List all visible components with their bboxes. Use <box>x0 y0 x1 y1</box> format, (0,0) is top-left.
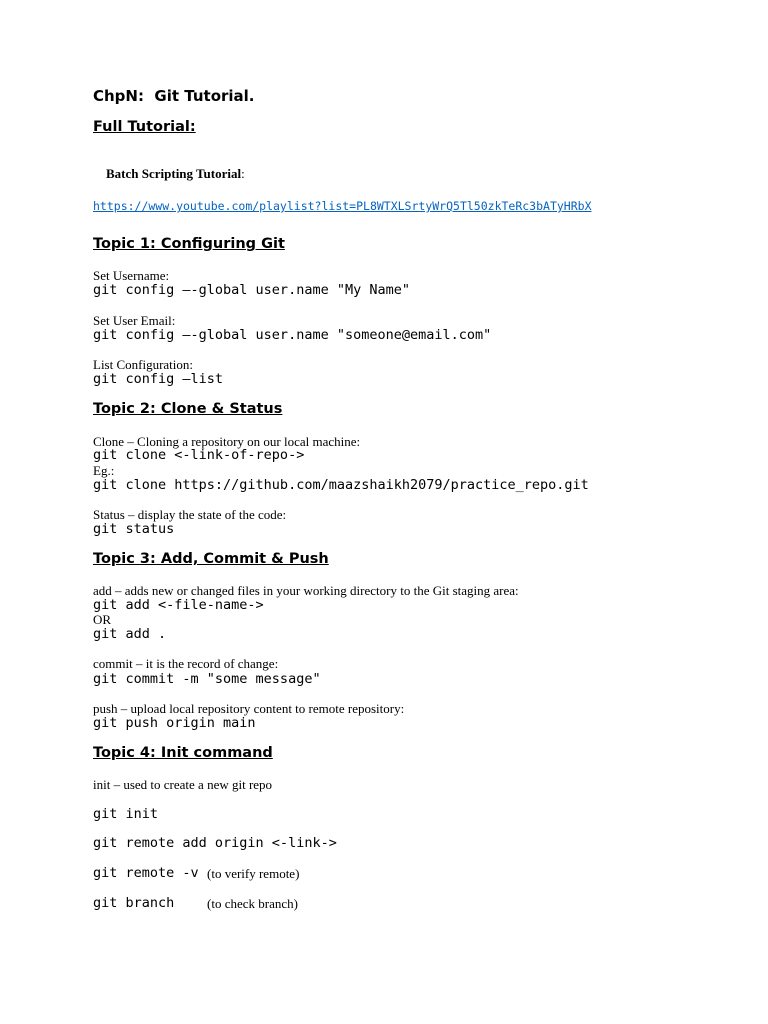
topic4-heading: Topic 4: Init command <box>93 745 273 761</box>
playlist-link[interactable]: https://www.youtube.com/playlist?list=PL8WTXLSrtyWrQ5Tl50zkTeRc3bATyHRbX <box>93 199 592 213</box>
add-all-command: git add . <box>93 626 167 642</box>
set-email-label: Set User Email: <box>93 313 176 328</box>
example-label: Eg.: <box>93 463 115 478</box>
full-tutorial-heading: Full Tutorial: <box>93 119 196 135</box>
set-username-command: git config —-global user.name "My Name" <box>93 282 410 298</box>
document-title: ChpN: Git Tutorial. <box>93 87 255 105</box>
commit-label: commit – it is the record of change: <box>93 656 279 671</box>
remote-verify-command: git remote -v <box>93 865 199 881</box>
list-config-command: git config —list <box>93 371 224 387</box>
clone-example-command: git clone https://github.com/maazshaikh2079/practice_repo.git <box>93 477 589 493</box>
branch-note: (to check branch) <box>207 896 298 911</box>
status-command: git status <box>93 521 175 537</box>
push-label: push – upload local repository content to remote repository: <box>93 701 405 716</box>
remote-verify-note: (to verify remote) <box>207 866 300 881</box>
status-label: Status – display the state of the code: <box>93 507 287 522</box>
batch-tutorial-line <box>93 150 245 198</box>
push-command: git push origin main <box>93 715 256 731</box>
or-label: OR <box>93 612 112 627</box>
list-config-label: List Configuration: <box>93 357 194 372</box>
topic1-heading: Topic 1: Configuring Git <box>93 236 285 252</box>
batch-tutorial-label: Batch Scripting Tutorial <box>106 166 242 181</box>
set-username-label: Set Username: <box>93 268 170 283</box>
add-command: git add <-file-name-> <box>93 597 264 613</box>
remote-add-command: git remote add origin <-link-> <box>93 835 337 851</box>
batch-tutorial-colon: : <box>241 166 245 181</box>
set-email-command: git config —-global user.name "someone@email.com" <box>93 327 492 343</box>
init-label: init – used to create a new git repo <box>93 777 273 792</box>
commit-command: git commit -m "some message" <box>93 671 321 687</box>
topic2-heading: Topic 2: Clone & Status <box>93 401 283 417</box>
clone-command: git clone <-link-of-repo-> <box>93 447 305 463</box>
add-label: add – adds new or changed files in your working directory to the Git staging area: <box>93 583 519 598</box>
init-command: git init <box>93 806 159 822</box>
topic3-heading: Topic 3: Add, Commit & Push <box>93 551 329 567</box>
clone-label: Clone – Cloning a repository on our local machine: <box>93 434 361 449</box>
branch-command: git branch <box>93 895 175 911</box>
